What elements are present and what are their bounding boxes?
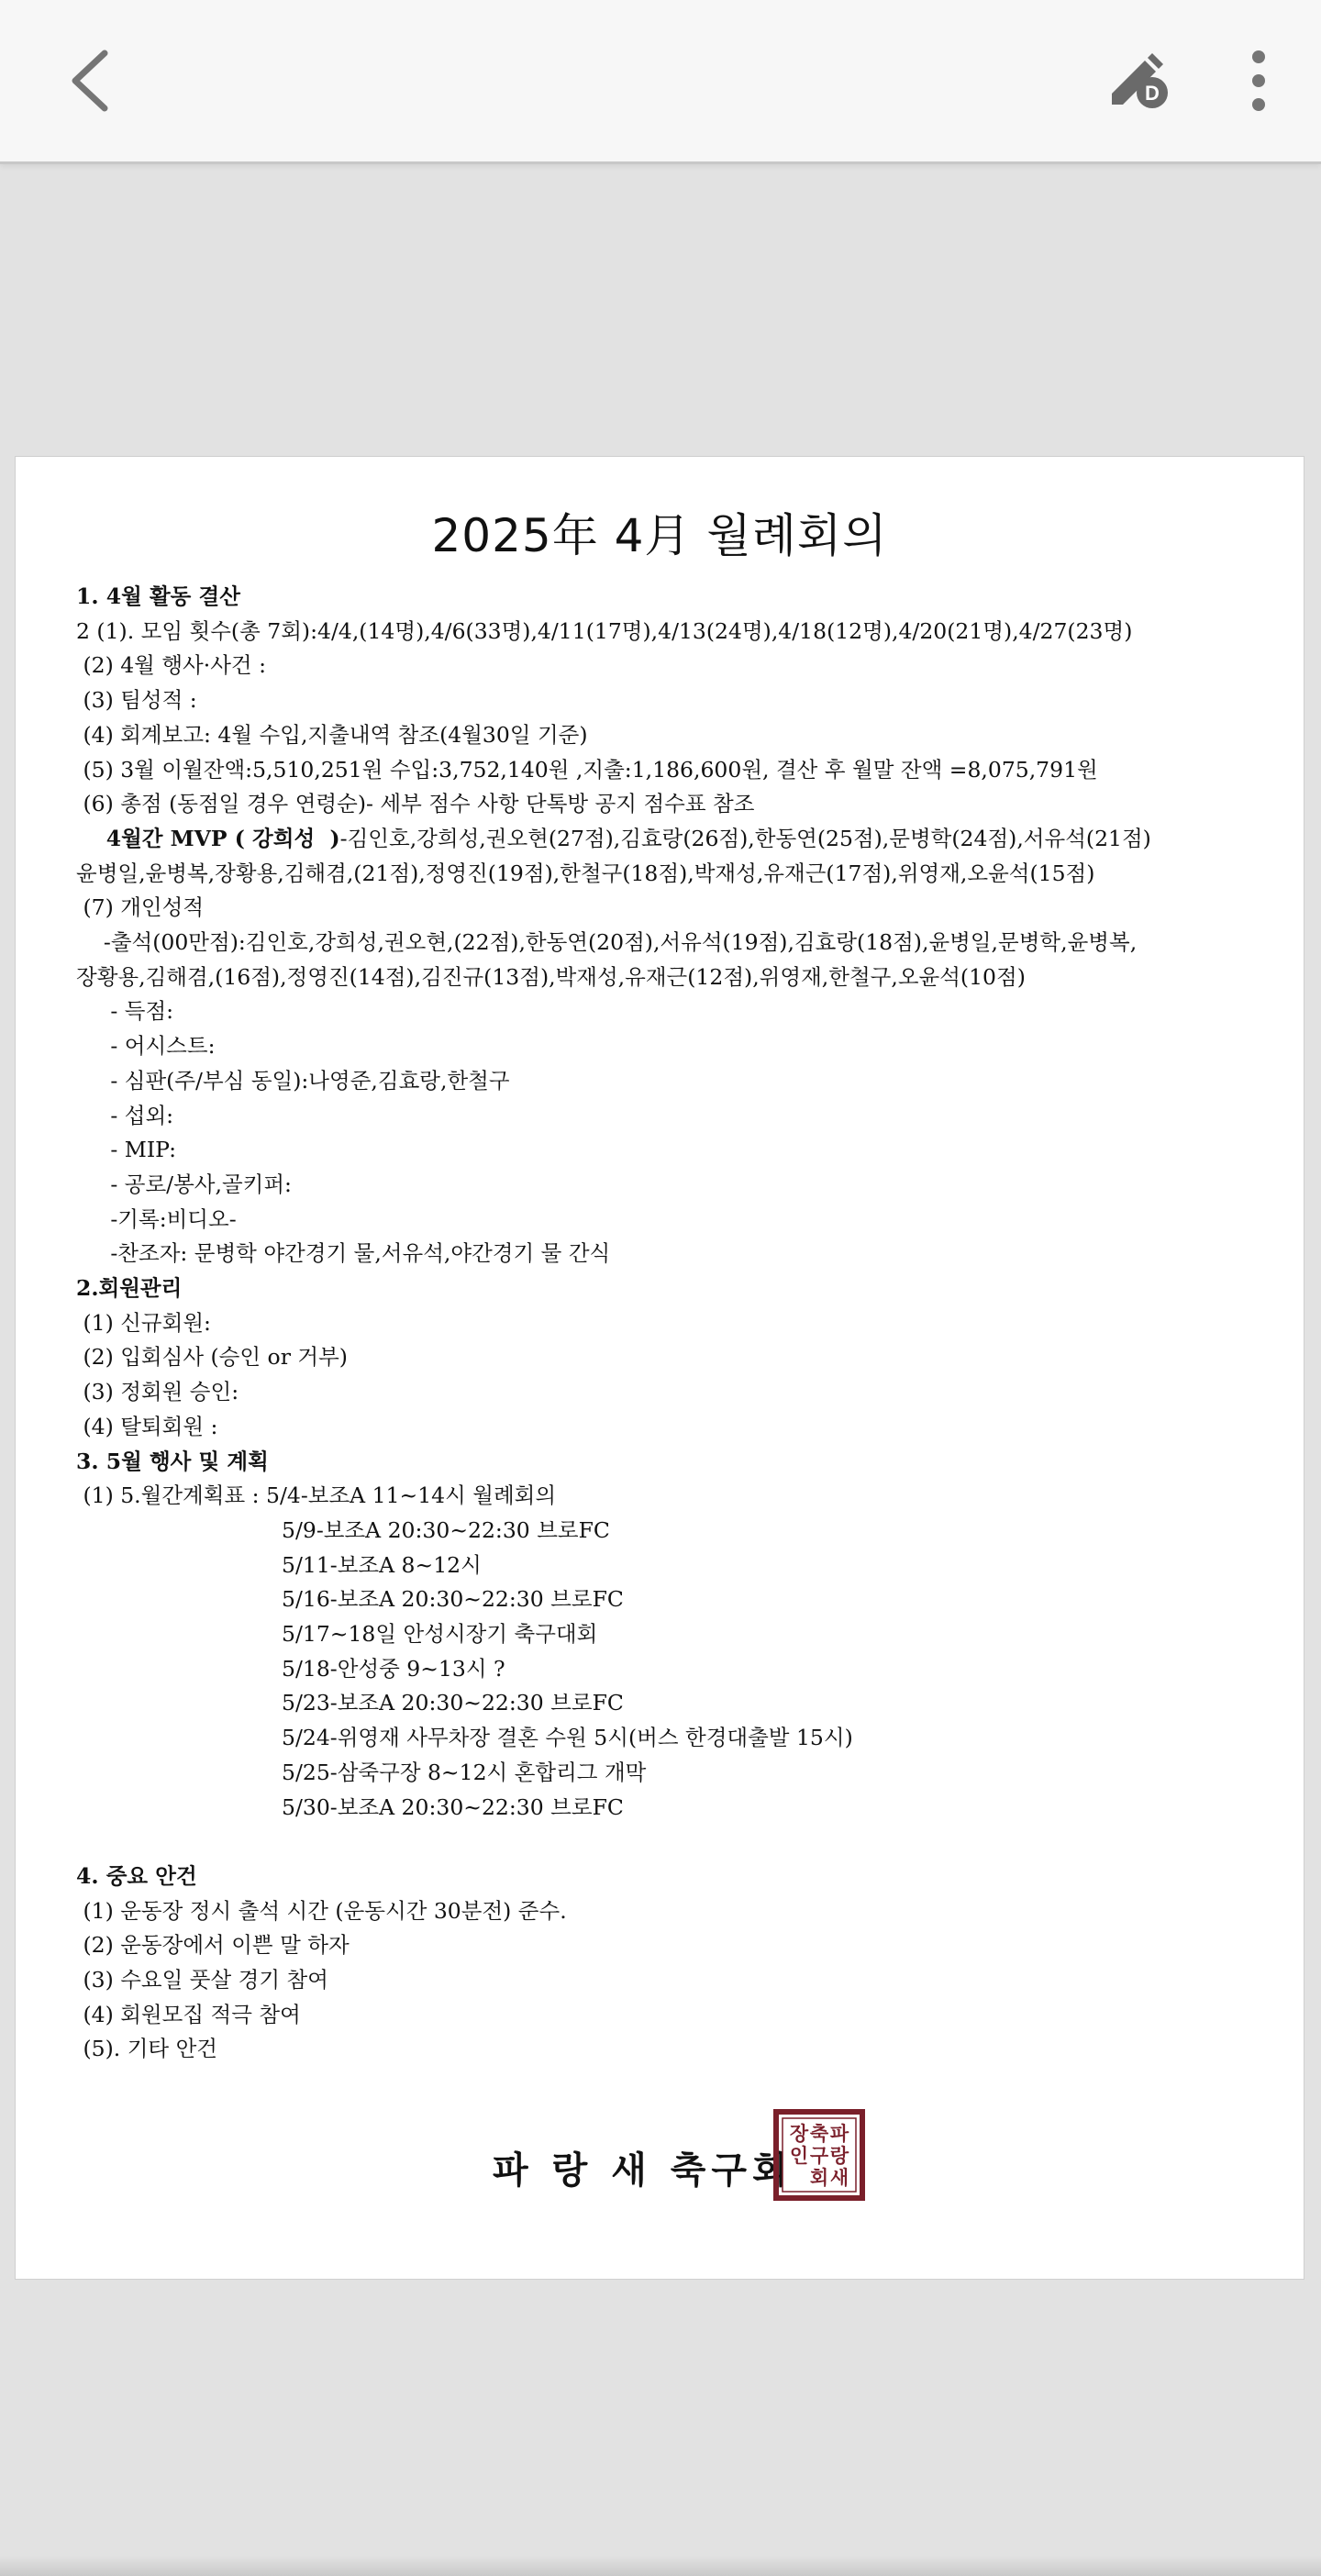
chevron-left-icon <box>55 40 128 121</box>
seal-glyph: 파 <box>829 2122 849 2145</box>
document-line <box>282 1724 853 1751</box>
document-line <box>76 756 1098 783</box>
more-vertical-icon <box>1229 40 1288 121</box>
mvp-label: 4월간 MVP ( 강희성 ) <box>76 825 340 851</box>
line-text: 5/11-보조A 8~12시 <box>282 1551 482 1578</box>
document-line <box>76 1067 510 1094</box>
line-text: 5/16-보조A 20:30~22:30 브로FC <box>282 1586 624 1613</box>
seal-glyph: 축 <box>809 2122 829 2145</box>
document-line <box>76 997 173 1025</box>
document-line <box>76 2001 301 2028</box>
line-text: 1. 4월 활동 결산 <box>76 583 240 609</box>
line-text: 5/23-보조A 20:30~22:30 브로FC <box>282 1690 624 1716</box>
line-text: (2) 입회심사 (승인 or 거부) <box>76 1344 348 1371</box>
back-button[interactable] <box>55 40 128 121</box>
document-line <box>76 1239 610 1267</box>
document-line <box>76 928 1137 956</box>
line-text: (1) 신규회원: <box>76 1309 211 1336</box>
document-page <box>15 456 1304 2280</box>
document-title: 2025年 4月 월례회의 <box>431 509 888 562</box>
line-text: - 어시스트: <box>76 1033 216 1060</box>
document-line <box>76 583 240 610</box>
draw-badge: D <box>1145 82 1160 105</box>
document-line <box>282 1793 624 1821</box>
seal-glyph: 회 <box>809 2166 829 2189</box>
document-line <box>76 825 1151 852</box>
line-text: - 득점: <box>76 998 174 1025</box>
line-text: (2) 4월 행사·사건 : <box>76 652 267 679</box>
line-text: 2 (1). 모임 횟수(총 7회):4/4,(14명),4/6(33명),4/11(17명),4/13(24명),4/18(12명),4/20(21명),4/27(23명) <box>76 617 1133 644</box>
document-line <box>76 1482 556 1509</box>
document-line <box>76 860 1094 887</box>
app-toolbar <box>0 0 1321 164</box>
seal-glyph: 장 <box>789 2122 809 2145</box>
seal-glyph: 랑 <box>829 2144 849 2167</box>
line-text: (1) 5.월간계획표 : 5/4-보조A 11~14시 월례회의 <box>76 1482 557 1509</box>
organization-name: 파 랑 새 축구회 <box>493 2149 794 2192</box>
document-line <box>282 1516 610 1544</box>
document-line <box>76 790 754 817</box>
document-line <box>76 617 1132 645</box>
seal-glyph: 인 <box>789 2144 809 2167</box>
line-text: 윤병일,윤병복,장황용,김해겸,(21점),정영진(19점),한철구(18점),박재성,유재근(17점),위영재,오윤석(15점) <box>76 860 1095 886</box>
document-line <box>76 1205 237 1233</box>
line-text: (4) 탈퇴회원 : <box>76 1413 218 1439</box>
line-text: 5/9-보조A 20:30~22:30 브로FC <box>282 1516 610 1543</box>
line-text: 5/18-안성중 9~13시 ? <box>282 1655 505 1682</box>
line-text: (1) 운동장 정시 출석 시간 (운동시간 30분전) 준수. <box>76 1897 567 1924</box>
line-text: 4. 중요 안건 <box>76 1862 197 1889</box>
document-line <box>76 963 1026 991</box>
line-text: -기록:비디오- <box>76 1205 237 1232</box>
document-line <box>282 1759 646 1786</box>
bottom-edge <box>0 2556 1321 2576</box>
document-line <box>76 1032 215 1060</box>
line-text: -출석(00만점):김인호,강희성,권오현,(22점),한동연(20점),서유석(19점),김효랑(18점),윤병일,문병학,윤병복, <box>76 929 1138 955</box>
line-text: 5/24-위영재 사무차장 결혼 수원 5시(버스 한경대출발 15시) <box>282 1725 853 1751</box>
line-text: 2.회원관리 <box>76 1275 183 1301</box>
document-line <box>282 1689 624 1716</box>
document-line <box>76 894 204 921</box>
document-line <box>76 1931 350 1959</box>
seal-glyph: 구 <box>809 2144 829 2167</box>
line-text: (2) 운동장에서 이쁜 말 하자 <box>76 1932 350 1959</box>
document-line <box>76 1862 197 1890</box>
document-line <box>76 1448 269 1475</box>
document-line <box>76 2035 217 2062</box>
document-line <box>76 1413 217 1440</box>
line-text: - 공로/봉사,골키퍼: <box>76 1171 292 1197</box>
document-line <box>76 1343 348 1371</box>
document-line <box>76 651 266 679</box>
line-text: 5/30-보조A 20:30~22:30 브로FC <box>282 1793 624 1820</box>
line-text: (7) 개인성적 <box>76 894 205 921</box>
pen-edit-icon <box>1099 40 1182 121</box>
line-text: (6) 총점 (동점일 경우 연령순)- 세부 점수 사항 단톡방 공지 점수표 참조 <box>76 791 755 817</box>
line-text: - 섭외: <box>76 1102 174 1128</box>
document-line <box>282 1551 482 1579</box>
line-text: (3) 팀성적 : <box>76 687 197 714</box>
document-line <box>76 1102 173 1129</box>
line-text: (3) 수요일 풋살 경기 참여 <box>76 1967 328 1993</box>
line-text: (3) 정회원 승인: <box>76 1379 239 1405</box>
line-text: 5/17~18일 안성시장기 축구대회 <box>282 1621 598 1647</box>
line-text: (5) 3월 이월잔액:5,510,251원 수입:3,752,140원 ,지출:1,186,600원, 결산 후 월말 잔액 =8,075,791원 <box>76 756 1098 783</box>
line-text: -김인호,강희성,권오현(27점),김효랑(26점),한동연(25점),문병학(24점),서유석(21점) <box>339 825 1151 851</box>
line-text: (4) 회계보고: 4월 수입,지출내역 참조(4월30일 기준) <box>76 721 588 748</box>
line-text: - 심판(주/부심 동일):나영준,김효랑,한철구 <box>76 1067 510 1094</box>
line-text: 5/25-삼죽구장 8~12시 혼합리그 개막 <box>282 1759 647 1785</box>
annotate-button[interactable] <box>1099 40 1182 121</box>
document-line <box>76 721 588 749</box>
more-options-button[interactable] <box>1229 40 1288 121</box>
document-line <box>76 1274 182 1302</box>
line-text: 장황용,김해겸,(16점),정영진(14점),김진규(13점),박재성,유재근(12점),위영재,한철구,오윤석(10점) <box>76 963 1026 990</box>
document-line <box>76 1966 328 1993</box>
document-line <box>282 1585 624 1613</box>
document-line <box>76 1309 211 1337</box>
document-line <box>282 1655 505 1682</box>
document-line <box>282 1620 597 1648</box>
document-line <box>76 686 197 714</box>
document-line <box>76 1136 176 1163</box>
line-text: (5). 기타 안건 <box>76 2036 217 2062</box>
document-line <box>76 1378 239 1405</box>
official-seal-stamp <box>773 2109 865 2201</box>
line-text: - MIP: <box>76 1137 176 1163</box>
line-text: -찬조자: 문병학 야간경기 물,서유석,야간경기 물 간식 <box>76 1240 611 1267</box>
line-text: (4) 회원모집 적극 참여 <box>76 2001 301 2027</box>
seal-glyph: 새 <box>829 2166 849 2189</box>
document-line <box>76 1897 567 1925</box>
document-line <box>76 1171 292 1198</box>
line-text: 3. 5월 행사 및 계획 <box>76 1448 269 1474</box>
